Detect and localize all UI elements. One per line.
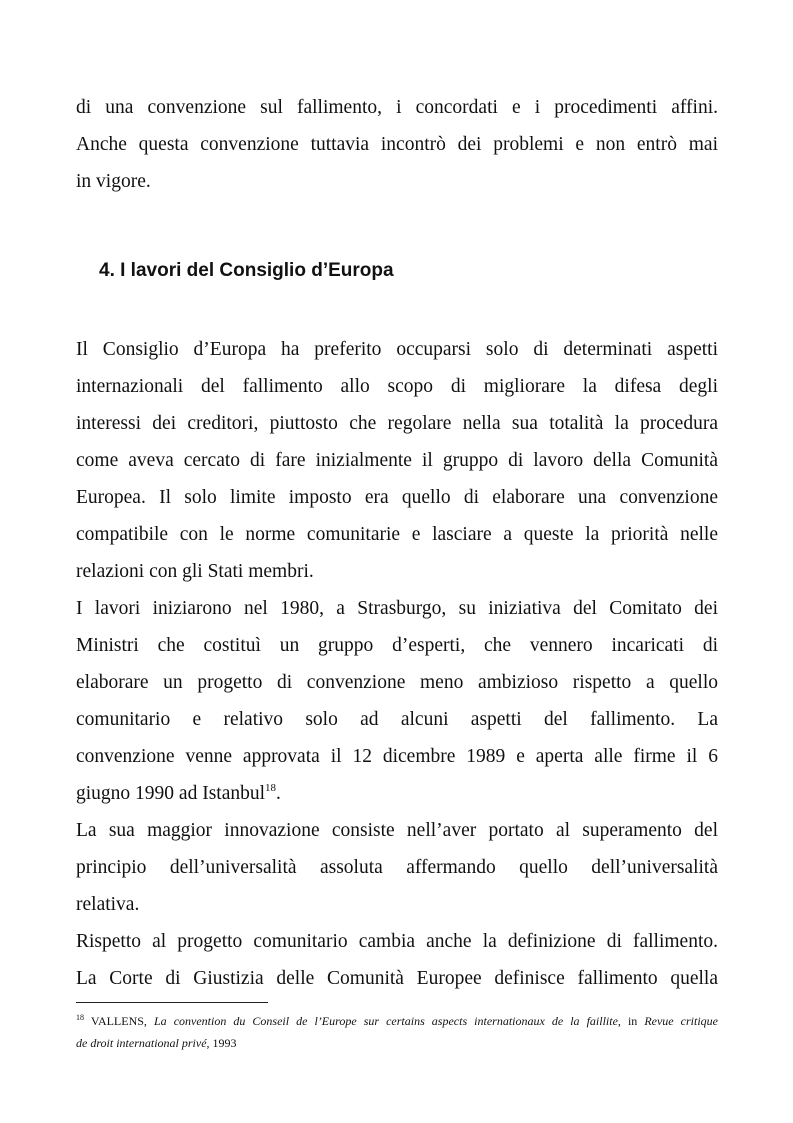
paragraph-line: Anche questa convenzione tuttavia incontrò dei problemi e non entrò mai — [76, 134, 718, 155]
footnote-number: 18 — [76, 1013, 84, 1022]
paragraph-line: Rispetto al progetto comunitario cambia anche la definizione di fallimento. — [76, 931, 718, 952]
footnote-line — [76, 1035, 718, 1051]
paragraph-text: giugno 1990 ad Istanbul — [76, 783, 266, 804]
paragraph-line: principio dell’universalità assoluta affermando quello dell’universalità — [76, 857, 718, 878]
paragraph-line: Ministri che costituì un gruppo d’esperti, che vennero incaricati di — [76, 635, 718, 656]
paragraph-line: relativa. — [76, 894, 140, 915]
paragraph-line: relazioni con gli Stati membri. — [76, 561, 314, 582]
footnote-journal: Revue critique — [644, 1014, 718, 1028]
paragraph-line: La sua maggior innovazione consiste nell’aver portato al superamento del — [76, 820, 718, 841]
sentence-end: . — [276, 783, 281, 804]
footnote-author: VALLENS, — [84, 1014, 154, 1028]
footnote-in: , in — [617, 1014, 645, 1028]
paragraph-line: comunitario e relativo solo ad alcuni aspetti del fallimento. La — [76, 709, 718, 730]
paragraph-line: Il Consiglio d’Europa ha preferito occuparsi solo di determinati aspetti — [76, 339, 718, 360]
paragraph-line: Europea. Il solo limite imposto era quello di elaborare una convenzione — [76, 487, 718, 508]
paragraph-line: I lavori iniziarono nel 1980, a Strasburgo, su iniziativa del Comitato dei — [76, 598, 718, 619]
paragraph-line: interessi dei creditori, piuttosto che regolare nella sua totalità la procedura — [76, 413, 718, 434]
paragraph-line: elaborare un progetto di convenzione meno ambizioso rispetto a quello — [76, 672, 718, 693]
footnote-reference[interactable]: 18 — [265, 782, 277, 794]
paragraph-line: internazionali del fallimento allo scopo di migliorare la difesa degli — [76, 376, 718, 397]
footnote-line — [76, 1013, 718, 1029]
paragraph-line-with-footnote — [76, 781, 718, 807]
footnote-year: , 1993 — [206, 1036, 237, 1050]
section-heading: 4. I lavori del Consiglio d’Europa — [99, 260, 394, 281]
paragraph-line: La Corte di Giustizia delle Comunità Europee definisce fallimento quella — [76, 968, 718, 989]
footnote-divider — [76, 1002, 268, 1003]
paragraph-line: di una convenzione sul fallimento, i concordati e i procedimenti affini. — [76, 97, 718, 118]
paragraph-line: convenzione venne approvata il 12 dicembre 1989 e aperta alle firme il 6 — [76, 746, 718, 767]
footnote-title: La convention du Conseil de l’Europe sur certains aspects internationaux de la faillite — [153, 1014, 618, 1028]
paragraph-line: in vigore. — [76, 171, 151, 192]
paragraph-line: compatibile con le norme comunitarie e lasciare a queste la priorità nelle — [76, 524, 718, 545]
footnote-journal-cont: de droit international privé — [76, 1036, 207, 1050]
paragraph-line: come aveva cercato di fare inizialmente il gruppo di lavoro della Comunità — [76, 450, 718, 471]
